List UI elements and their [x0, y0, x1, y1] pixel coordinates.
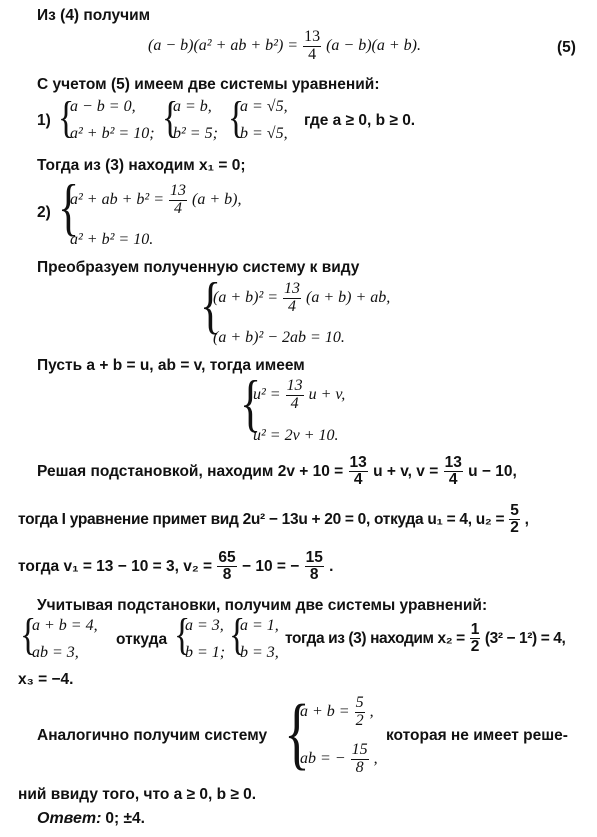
- x1-line: Тогда из (3) находим x₁ = 0;: [37, 157, 246, 174]
- system-line: u² = $\frac{13}{4}$ u + v,: [253, 377, 346, 412]
- fraction: $\frac{5}{2}$: [355, 694, 364, 729]
- answer-label: Ответ:: [37, 810, 102, 827]
- v-values-line: тогда v₁ = 13 − 10 = 3, v₂ = $\frac{65}{8}$ − 10 = − $\frac{15}{8}$ .: [18, 549, 334, 584]
- fraction: $\frac{13}{4}$: [284, 280, 301, 315]
- system-brace: {: [229, 611, 246, 660]
- fraction: $\frac{15}{8}$: [305, 549, 323, 584]
- system-line: ab = − $\frac{15}{8}$ ,: [300, 741, 378, 776]
- eq5-right: (a − b)(a + b).: [326, 36, 421, 54]
- system-line: b = √5,: [240, 125, 288, 142]
- system-brace: {: [174, 611, 191, 660]
- u-roots-line: тогда I уравнение примет вид 2u² − 13u + 20 = 0, откуда u₁ = 4, u₂ = $\frac{5}{2}$ ,: [18, 502, 529, 537]
- fraction: $\frac{5}{2}$: [510, 502, 519, 537]
- intro-line: Из (4) получим: [37, 7, 151, 24]
- equation-tag: (5): [557, 39, 576, 56]
- fraction: $\frac{13}{4}$: [169, 182, 186, 217]
- system-line: u² = 2v + 10.: [253, 427, 339, 444]
- two-systems-line-2: Учитывая подстановки, получим две системы уравнений:: [37, 597, 488, 614]
- eq5-left: (a − b)(a² + ab + b²) =: [148, 36, 299, 54]
- system-line: a = √5,: [240, 98, 288, 115]
- answer-value: 0; ±4.: [105, 810, 145, 827]
- no-solution-text: которая не имеет реше-: [386, 727, 568, 744]
- conclusion-line: ний ввиду того, что a ≥ 0, b ≥ 0.: [18, 786, 257, 803]
- equation-5: [148, 29, 421, 64]
- two-systems-line: С учетом (5) имеем две системы уравнений:: [37, 76, 380, 93]
- system-line: a² + b² = 10.: [70, 231, 154, 248]
- x3-line: x₃ = −4.: [18, 671, 74, 688]
- x2-line: тогда из (3) находим x₂ = $\frac{1}{2}$ (3² − 1²) = 4,: [285, 621, 566, 656]
- system-line: b = 1;: [185, 644, 226, 661]
- solve-line: Решая подстановкой, находим 2v + 10 = $\frac{13}{4}$ u + v, v = $\frac{13}{4}$ u − 10,: [37, 454, 517, 489]
- system-line: a² + b² = 10;: [70, 125, 155, 142]
- fraction: $\frac{13}{4}$: [304, 28, 321, 63]
- system-brace: {: [162, 94, 179, 143]
- system-brace: {: [58, 94, 75, 143]
- condition-text: где a ≥ 0, b ≥ 0.: [304, 112, 416, 129]
- system-line: a = b,: [173, 98, 212, 115]
- system-line: b = 3,: [240, 644, 279, 661]
- system-line: (a + b)² − 2ab = 10.: [213, 329, 345, 346]
- case-1-label: 1): [37, 112, 51, 129]
- fraction: $\frac{13}{4}$: [444, 454, 462, 489]
- case-2-label: 2): [37, 204, 51, 221]
- system-brace: {: [228, 94, 245, 143]
- substitution-line: Пусть a + b = u, ab = v, тогда имеем: [37, 357, 305, 374]
- system-line: a + b = $\frac{5}{2}$ ,: [300, 694, 374, 729]
- system-line: a = 1,: [240, 617, 279, 634]
- system-line: a + b = 4,: [32, 617, 98, 634]
- similarly-line: Аналогично получим систему: [37, 727, 268, 744]
- fraction: $\frac{13}{4}$: [286, 377, 303, 412]
- system-brace: {: [58, 171, 80, 243]
- fraction: $\frac{1}{2}$: [470, 621, 479, 656]
- system-line: a² + ab + b² = $\frac{13}{4}$ (a + b),: [70, 182, 242, 217]
- system-brace: {: [284, 687, 310, 778]
- system-line: b² = 5;: [173, 125, 218, 142]
- system-brace: {: [240, 367, 262, 439]
- system-brace: {: [200, 269, 222, 341]
- answer-line: [37, 811, 145, 827]
- system-brace: {: [20, 611, 37, 660]
- system-line: a = 3,: [185, 617, 224, 634]
- whence-text: откуда: [116, 631, 168, 648]
- fraction: $\frac{13}{4}$: [349, 454, 367, 489]
- fraction: $\frac{65}{8}$: [218, 549, 236, 584]
- transform-line: Преобразуем полученную систему к виду: [37, 259, 360, 276]
- fraction: $\frac{15}{8}$: [351, 741, 368, 776]
- system-line: ab = 3,: [32, 644, 79, 661]
- system-line: (a + b)² = $\frac{13}{4}$ (a + b) + ab,: [213, 280, 391, 315]
- system-line: a − b = 0,: [70, 98, 136, 115]
